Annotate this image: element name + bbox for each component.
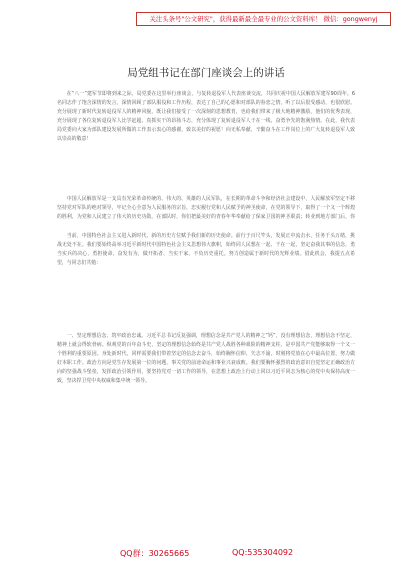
qq-group-number: QQ群：30265665	[120, 549, 190, 558]
document-title: 局党组书记在部门座谈会上的讲话	[127, 67, 285, 79]
paragraph-3: 当前，中国特色社会主义进入新时代，新的历史方位赋予我们新的历史使命。前行于百尺竿头，发展正中流击水，任务千头万绪，挑战无处不在。我们要始终高举习近平新时代中国特色社会主义思想伟大旗帜，始终同人民想在一起、干在一起，坚定奋我其事的信念，勇当实兵的决心，勇担使命、奋发有为，做开拓者、当实干家，不负历史重托。努力创造属于新时代的光辉业绩。借此机会，我提五点希望，与同志们共勉：	[57, 233, 355, 266]
paragraph-4: 一、坚定理想信念，筑牢政治忠诚。习近平总书记反复强调，理想信念是共产党人的精神之“钙”，没有理想信念，理想信念不坚定，精神上就会得软骨病。纵观党的百年奋斗史，坚定的理想信念始终是共产党人战胜各种艰险的精神支柱，是中国共产党能够取得一个又一个胜利的重要原因。身处新时代，同样需要我们带着坚定的信念去奋斗，始终胸怀信仰、矢志不渝，时刻将党放在心中最高位置，努力做好本职工作。政治方向是党生存发展第一位的问题，事关党的前途命运和事业兴衰成败。我们要胸怀强烈的政治意识自觉坚定正确政治方向的坚强战斗堡垒，发挥政治引领作用，要坚持党对一切工作的领导，在思想上政治上行动上同以习近平同志为核心的党中央保持高度一致，坚决捍卫党中央权威和集中统一领导。	[57, 333, 355, 384]
paragraph-1: 在“八一”建军节即将到来之际，局党委在这里举行座谈会，与复转退役军人代表座谈交流，共同庆祝中国人民解放军建军90周年。6名同志作了饱含深情的发言，深情回顾了部队服役和工作历程，表达了自己的心愿和对部队的眷恋之情，听了以后很受感动，也很欣慰。充分展现了新时代复转退役军人的精神风貌，既让我们接受了一次深刻的思想教育，也给我们带来了极大地精神激励，他们的优秀表现，充分展现了各位复转退役军人比学赶超、真抓实干的昂扬斗志，充分体现了复转退役军人干在一线、奋勇争先的饱满热情。在此，我代表局党委向大家为部队建设发展所做的工作表示衷心的感谢，致以美好的祝愿！向无私奉献、辛勤奋斗在工作岗位上的广大复转退役军人致以崇高的敬意！	[57, 91, 355, 142]
qq-number: QQ:535304092	[232, 548, 294, 557]
paragraph-2: 中国人民解放军是一支具有光荣革命传统的、伟大的、英雄的人民军队，在长期的革命斗争和经济社会建设中，人民解放军坚定不移坚持党对军队的绝对领导，牢记全心全意为人民服务的宗旨，忠实履行党和人民赋予的神圣使命，在党的领导下，取得了一个又一个辉煌的胜利，为党和人民建立了伟大的历史功勋。在部队时，你们把最美好的青春年华奉献给了保家卫国的神圣职责；转业到地方部门后，你	[57, 196, 355, 220]
document-page	[57, 44, 355, 544]
promo-banner: 关注头条号"公文研究"，获得最新最全最专业的公文资料库！ 微信：gongwenyj	[136, 12, 391, 26]
